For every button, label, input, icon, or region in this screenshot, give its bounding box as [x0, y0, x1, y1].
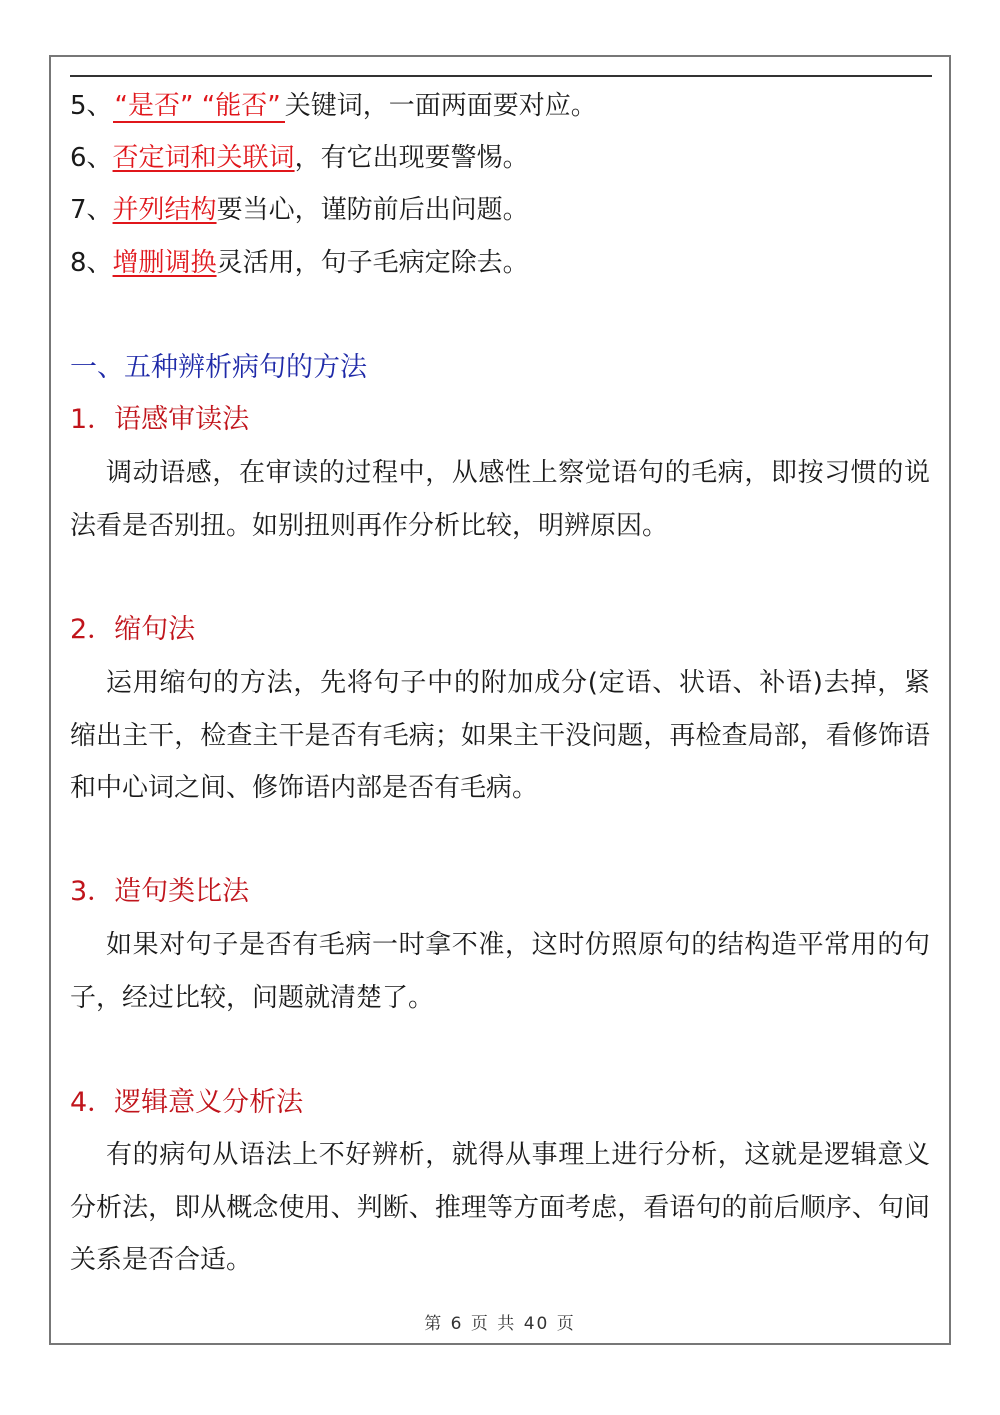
- rule-number: 6、: [70, 143, 113, 173]
- rule-text: 要当心，谨防前后出问题。: [216, 195, 529, 225]
- rule-keyword: 增删调换: [112, 248, 217, 278]
- rule-item-6: [70, 141, 529, 175]
- method-heading-1: 1．语感审读法: [70, 404, 250, 435]
- header-rule: [70, 75, 932, 77]
- rule-keyword: 否定词和关联词: [112, 143, 295, 173]
- rule-keyword: “是否” “能否”: [113, 91, 285, 123]
- rule-text: ，有它出现要警惕。: [294, 143, 529, 173]
- rule-number: 5、: [70, 91, 113, 121]
- rule-item-7: [70, 193, 529, 227]
- rule-item-5: [70, 89, 597, 123]
- rule-number: 8、: [70, 248, 113, 278]
- method-body-2: 运用缩句的方法，先将句子中的附加成分(定语、状语、补语)去掉，紧缩出主干，检查主干是否有毛病；如果主干没问题，再检查局部，看修饰语和中心词之间、修饰语内部是否有毛病。: [70, 668, 930, 803]
- method-body-4: 有的病句从语法上不好辨析，就得从事理上进行分析，这就是逻辑意义分析法，即从概念使用、判断、推理等方面考虑，看语句的前后顺序、句间关系是否合适。: [70, 1140, 930, 1275]
- method-heading-2: 2．缩句法: [70, 614, 196, 645]
- rule-item-8: [70, 246, 529, 280]
- rule-keyword: 并列结构: [112, 195, 217, 225]
- rule-text: 灵活用，句子毛病定除去。: [216, 248, 529, 278]
- method-body-1: 调动语感，在审读的过程中，从感性上察觉语句的毛病，即按习惯的说法看是否别扭。如别扭则再作分析比较，明辨原因。: [70, 458, 930, 541]
- page-number-footer: 第 6 页 共 40 页: [424, 1314, 576, 1334]
- method-body-3: 如果对句子是否有毛病一时拿不准，这时仿照原句的结构造平常用的句子，经过比较，问题就清楚了。: [70, 930, 930, 1013]
- method-heading-3: 3．造句类比法: [70, 876, 250, 907]
- method-heading-4: 4．逻辑意义分析法: [70, 1087, 304, 1118]
- rule-text: 关键词，一面两面要对应。: [284, 91, 597, 121]
- rule-number: 7、: [70, 195, 113, 225]
- section-title: 一、五种辨析病句的方法: [70, 352, 367, 383]
